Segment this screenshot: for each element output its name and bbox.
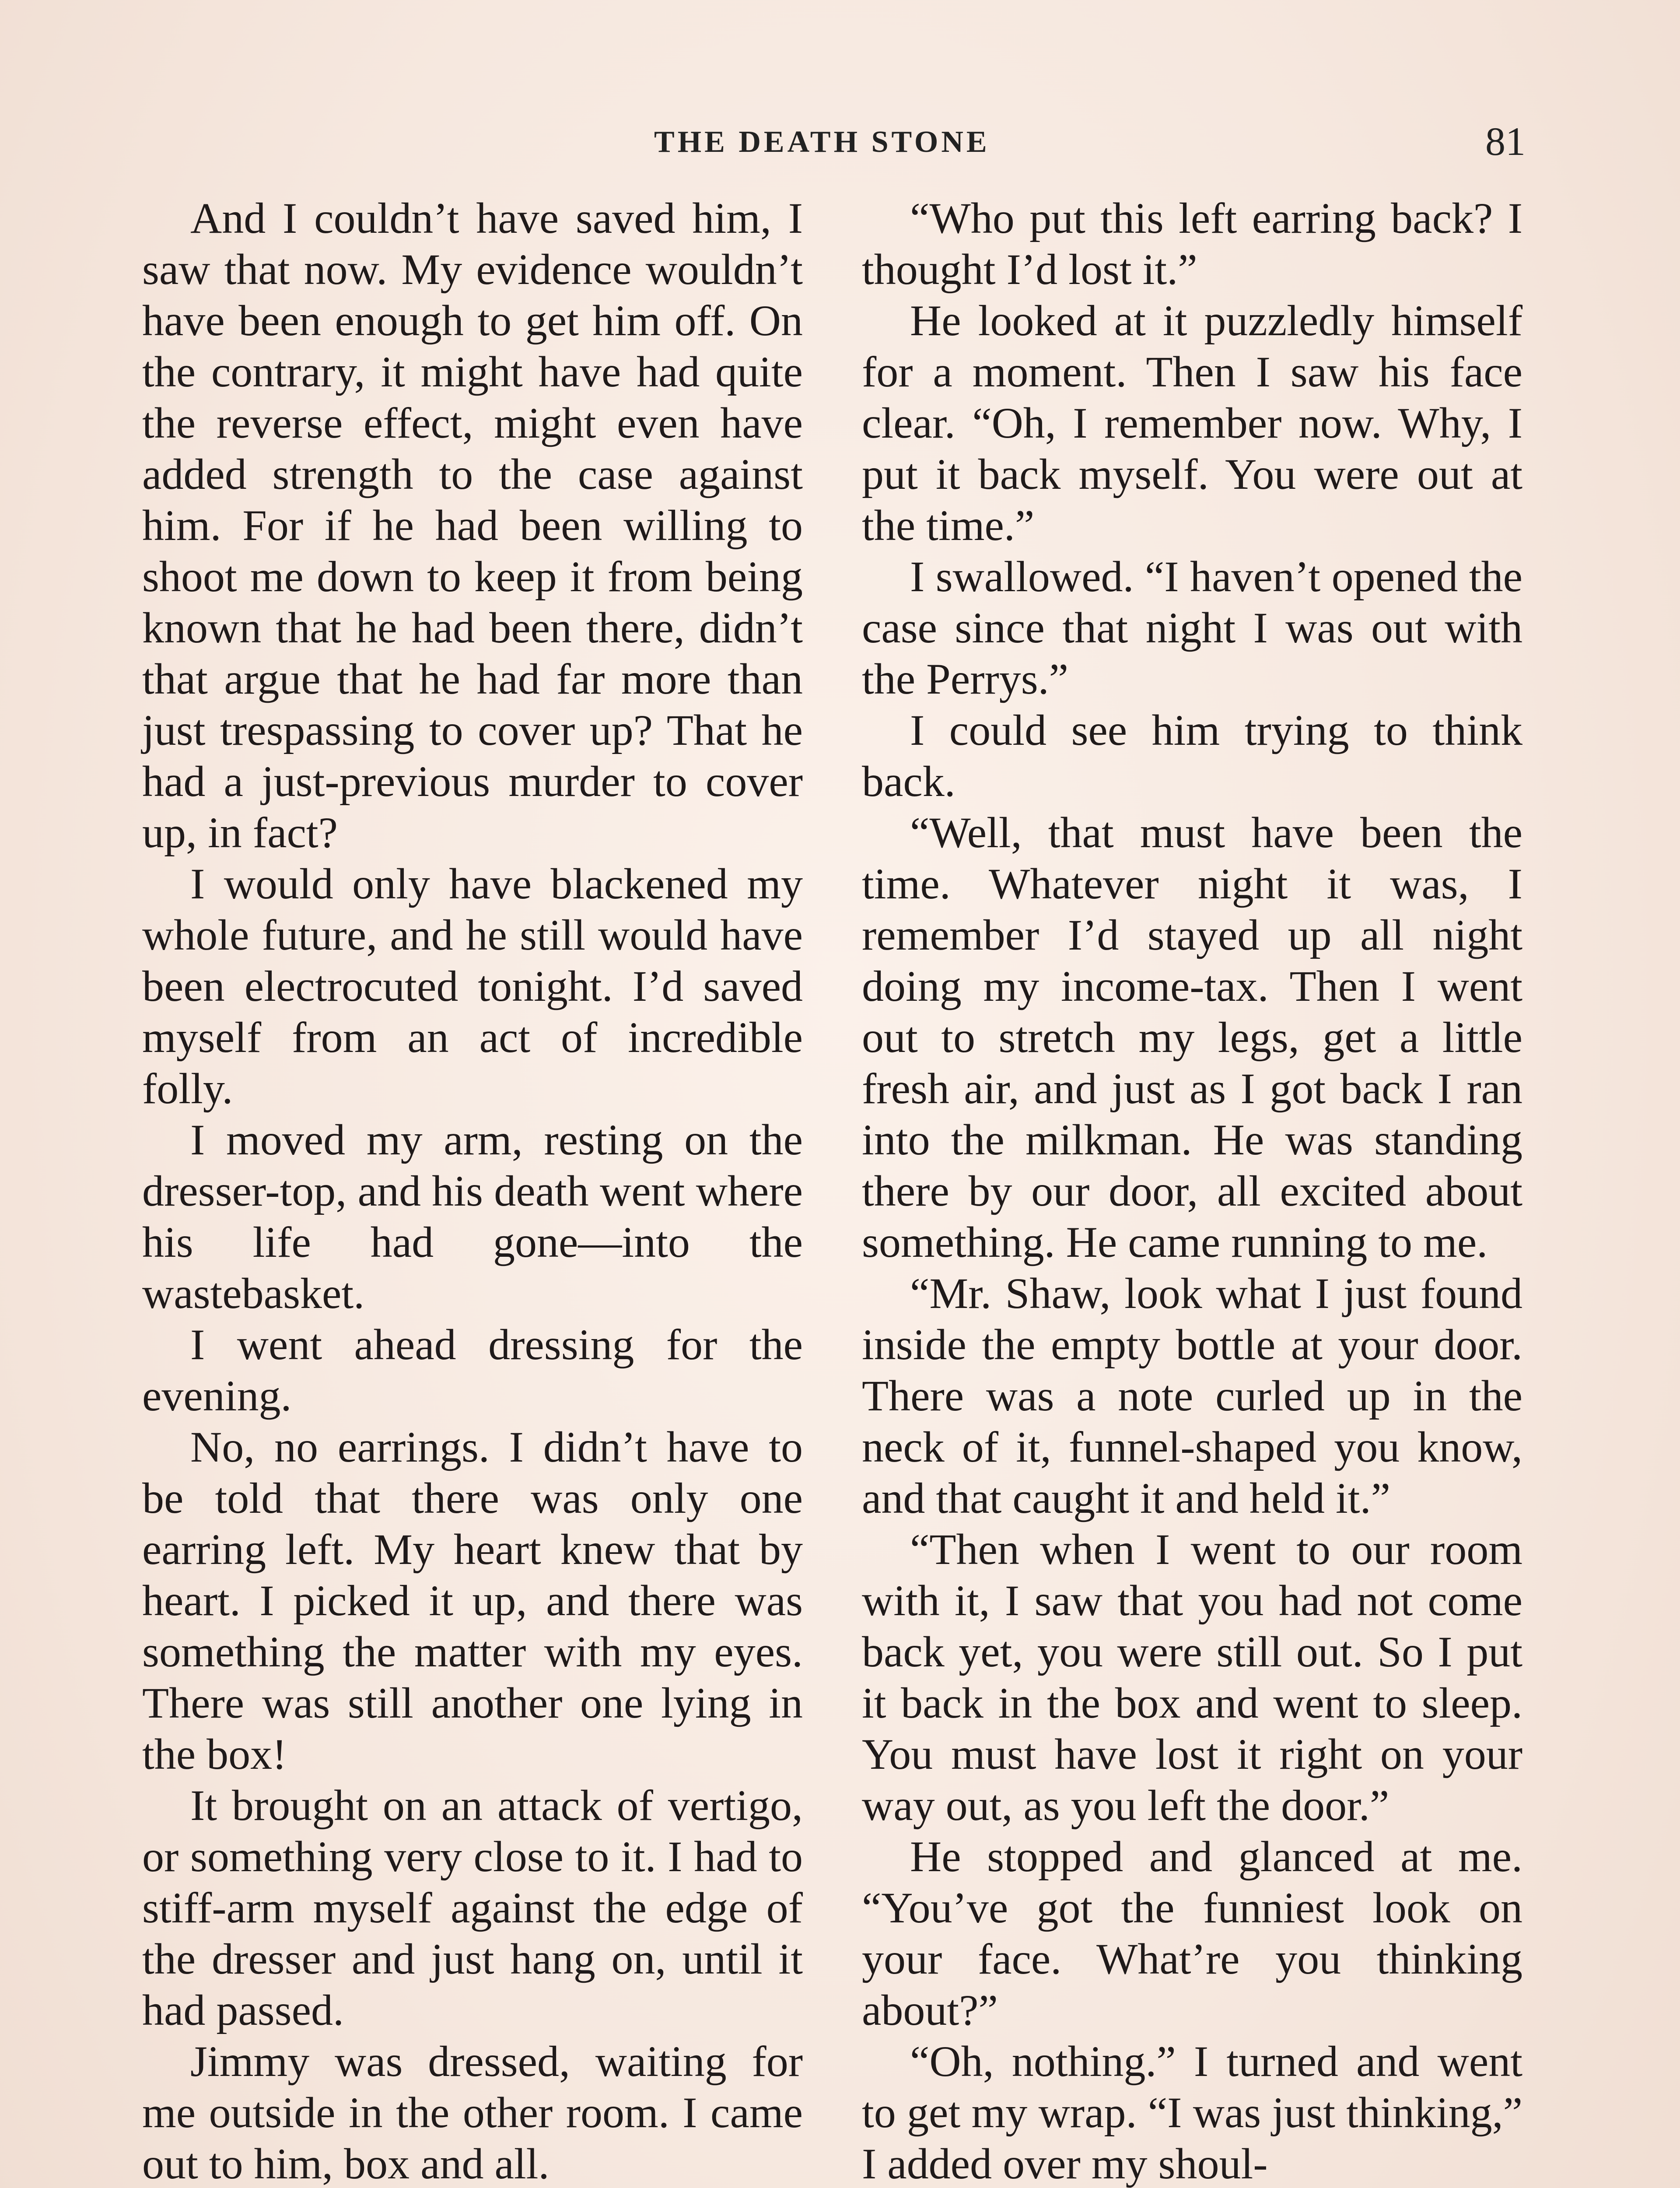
paragraph: “Who put this left earring back? I thought I’d lost it.” bbox=[862, 194, 1522, 294]
paragraph: No, no earrings. I didn’t have to be told that there was only one earring left. My heart knew that by heart. I picked it up, and there was something the matter with my eyes. There was still another one lying in the box! bbox=[142, 1423, 803, 1778]
paragraph: I could see him trying to think back. bbox=[862, 706, 1522, 806]
paragraph: “Mr. Shaw, look what I just found inside the empty bottle at your door. There was a note curled up in the neck of it, funnel-shaped you know, and that caught it and held it.” bbox=[862, 1269, 1522, 1522]
paragraph: I would only have blackened my whole future, and he still would have been electrocuted tonight. I’d saved myself from an act of incredible folly. bbox=[142, 859, 803, 1113]
paragraph: “Oh, nothing.” I turned and went to get my wrap. “I was just thinking,” I added over my shoul- bbox=[862, 2037, 1522, 2188]
paragraph: I went ahead dressing for the evening. bbox=[142, 1320, 803, 1420]
paragraph: It brought on an attack of vertigo, or something very close to it. I had to stiff-arm myself against the edge of the dresser and just hang on, until it had passed. bbox=[142, 1781, 803, 2034]
left-column bbox=[142, 193, 803, 2188]
right-column bbox=[862, 193, 1522, 2188]
paragraph: He stopped and glanced at me. “You’ve got the funniest look on your face. What’re you thinking about?” bbox=[862, 1832, 1522, 2034]
paragraph: “Then when I went to our room with it, I saw that you had not come back yet, you were still out. So I put it back in the box and went to sleep. You must have lost it right on your way out, as you left the door.” bbox=[862, 1525, 1522, 1830]
running-head: THE DEATH STONE bbox=[654, 125, 990, 159]
paragraph: “Well, that must have been the time. Whatever night it was, I remember I’d stayed up all night doing my income-tax. Then I went out to stretch my legs, get a little fresh air, and just as I got back I ran into the milkman. He was standing there by our door, all excited about something. He came running to me. bbox=[862, 808, 1522, 1266]
paragraph: He looked at it puzzledly himself for a moment. Then I saw his face clear. “Oh, I remember now. Why, I put it back myself. You were out at the time.” bbox=[862, 296, 1522, 550]
paragraph: And I couldn’t have saved him, I saw that now. My evidence wouldn’t have been enough to get him off. On the contrary, it might have had quite the reverse effect, might even have added strength to the case against him. For if he had been willing to shoot me down to keep it from being known that he had been there, didn’t that argue that he had far more than just trespassing to cover up? That he had a just-previous murder to cover up, in fact? bbox=[142, 194, 803, 857]
paragraph: I swallowed. “I haven’t opened the case since that night I was out with the Perrys.” bbox=[862, 552, 1522, 703]
page-number: 81 bbox=[1485, 119, 1526, 164]
paragraph: I moved my arm, resting on the dresser-top, and his death went where his life had gone—into the wastebasket. bbox=[142, 1115, 803, 1318]
paragraph: Jimmy was dressed, waiting for me outside in the other room. I came out to him, box and all. bbox=[142, 2037, 803, 2188]
